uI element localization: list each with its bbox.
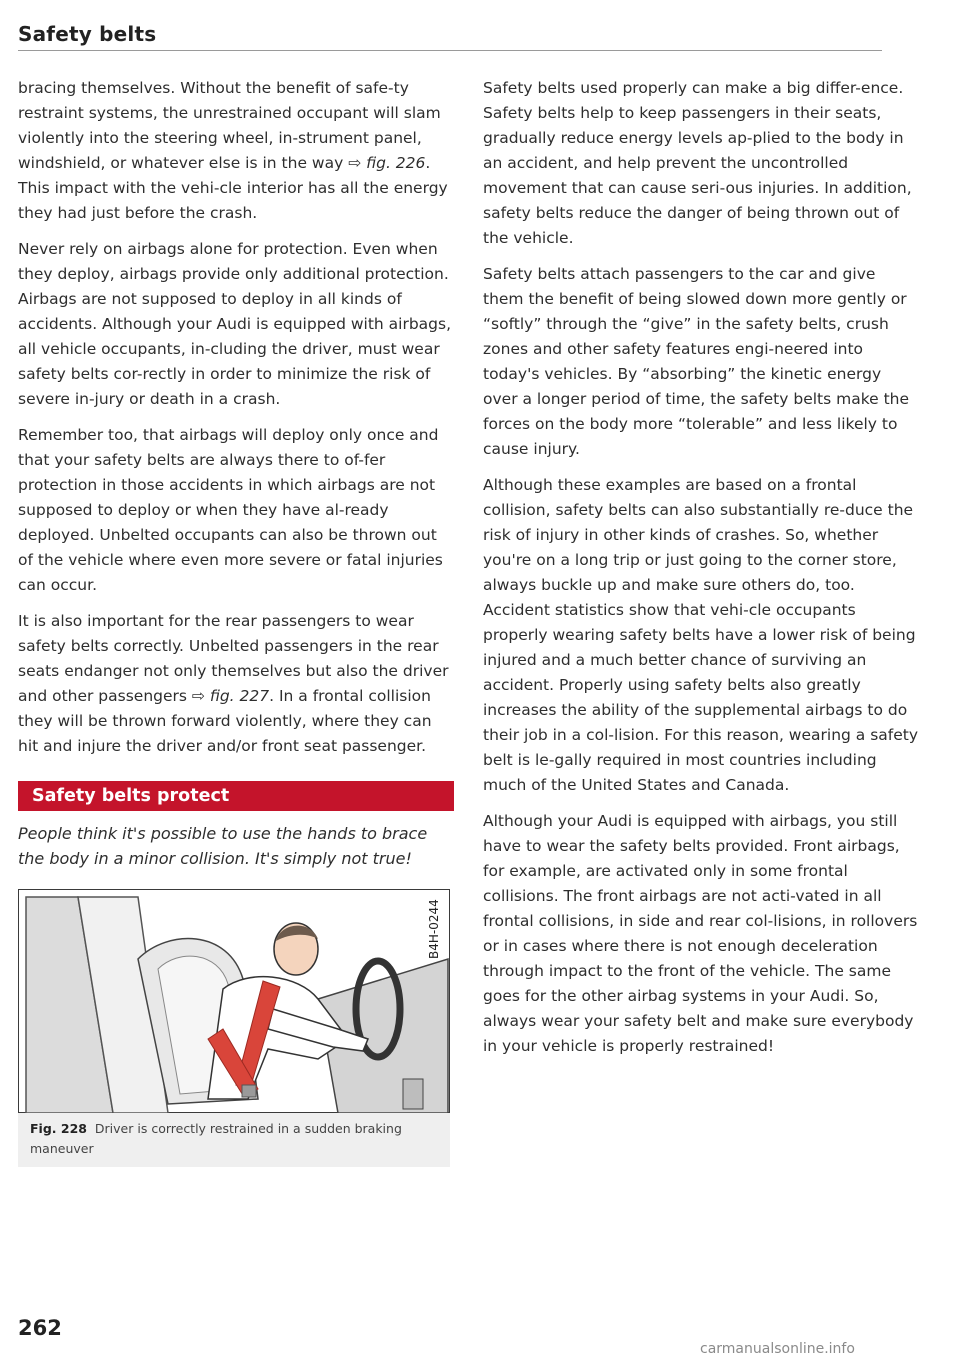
left-column xyxy=(18,76,454,1167)
right-paragraph-3: Although these examples are based on a frontal collision, safety belts can also substantially re-duce the risk of injury in other kinds of crashes. So, whether you're on a long trip or just going to the corner store, always buckle up and make sure others do, too. Accident statistics show that vehi-cle occupants properly wearing safety belts have a lower risk of being injured and a much better chance of surviving an accident. Properly using safety belts also greatly increases the ability of the supplemental airbags to do their job in a col-lision. For this reason, wearing a safety belt is le-gally required in most countries including much of the United States and Canada. xyxy=(483,476,919,794)
figure-reference-link[interactable]: ⇨ fig. 226 xyxy=(348,154,426,172)
driver-belted-illustration xyxy=(18,889,450,1113)
figure-caption-label: Fig. 228 xyxy=(30,1121,87,1136)
paragraph-text: It is also important for the rear passengers to wear safety belts correctly. Unbelted passengers in the rear seats endanger not only themselves but also the driver and other passengers xyxy=(18,612,449,705)
right-paragraph-2: Safety belts attach passengers to the car and give them the benefit of being slowed down more gently or “softly” through the “give” in the safety belts, crush zones and other safety features engi-neered into today's vehicles. By “absorbing” the kinetic energy over a longer period of time, the safety belts make the forces on the body more “tolerable” and less likely to cause injury. xyxy=(483,265,910,458)
page-header-title: Safety belts xyxy=(18,22,157,46)
left-paragraph-1 xyxy=(18,76,454,226)
paragraph-text: . In a frontal collision they will be thrown forward violently, where they can hit and injure the driver and/or front seat passenger. xyxy=(18,687,432,755)
figure-reference-link[interactable]: ⇨ fig. 227 xyxy=(191,687,270,705)
paragraph-text: . This impact with the vehi-cle interior has all the energy they had just before the crash. xyxy=(18,154,448,222)
figure-228 xyxy=(18,889,450,1167)
paragraph-text: Remember too, that airbags will deploy only once and that your safety belts are always there to of-fer protection in those accidents in which airbags are not supposed to deploy or when they have al-ready deployed. Unbelted occupants can also be thrown out of the vehicle where even more severe or fatal injuries can occur. xyxy=(18,426,443,594)
left-paragraph-2 xyxy=(18,237,454,412)
header-divider xyxy=(18,50,882,51)
page-number: 262 xyxy=(18,1316,62,1340)
left-paragraph-4 xyxy=(18,609,454,759)
watermark: carmanualsonline.info xyxy=(700,1341,855,1357)
figure-code: B4H-0244 xyxy=(427,899,441,959)
section-intro: People think it's possible to use the hands to brace the body in a minor collision. It's simply not true! xyxy=(18,824,428,868)
left-paragraph-3 xyxy=(18,423,454,598)
right-column xyxy=(483,76,919,1070)
paragraph-text: Never rely on airbags alone for protection. Even when they deploy, airbags provide only additional protection. Airbags are not supposed to deploy in all kinds of accidents. Although your Audi is equipped with airbags, all vehicle occupants, in-cluding the driver, must wear safety belts cor-rectly in order to minimize the risk of severe in-jury or death in a crash. xyxy=(18,240,452,408)
figure-caption xyxy=(18,1113,450,1167)
paragraph-text: bracing themselves. Without the benefit of safe-ty restraint systems, the unrestrained occupant will slam violently into the steering wheel, in-strument panel, windshield, or whatever else is in the way xyxy=(18,79,441,172)
section-heading: Safety belts protect xyxy=(18,781,454,811)
right-paragraph-4: Although your Audi is equipped with airbags, you still have to wear the safety belts provided. Front airbags, for example, are activated only in some frontal collisions. The front airbags are not acti-vated in all frontal collisions, in side and rear col-lisions, in rollovers or in cases where there is not enough deceleration through impact to the front of the vehicle. The same goes for the other airbag systems in your Audi. So, always wear your safety belt and make sure everybody in your vehicle is properly restrained! xyxy=(483,812,918,1055)
right-paragraph-1: Safety belts used properly can make a big differ-ence. Safety belts help to keep passengers in their seats, gradually reduce energy levels ap-plied to the body in an accident, and help prevent the uncontrolled movement that can cause seri-ous injuries. In addition, safety belts reduce the danger of being thrown out of the vehicle. xyxy=(483,79,912,247)
figure-caption-text: Driver is correctly restrained in a sudden braking maneuver xyxy=(30,1121,402,1156)
